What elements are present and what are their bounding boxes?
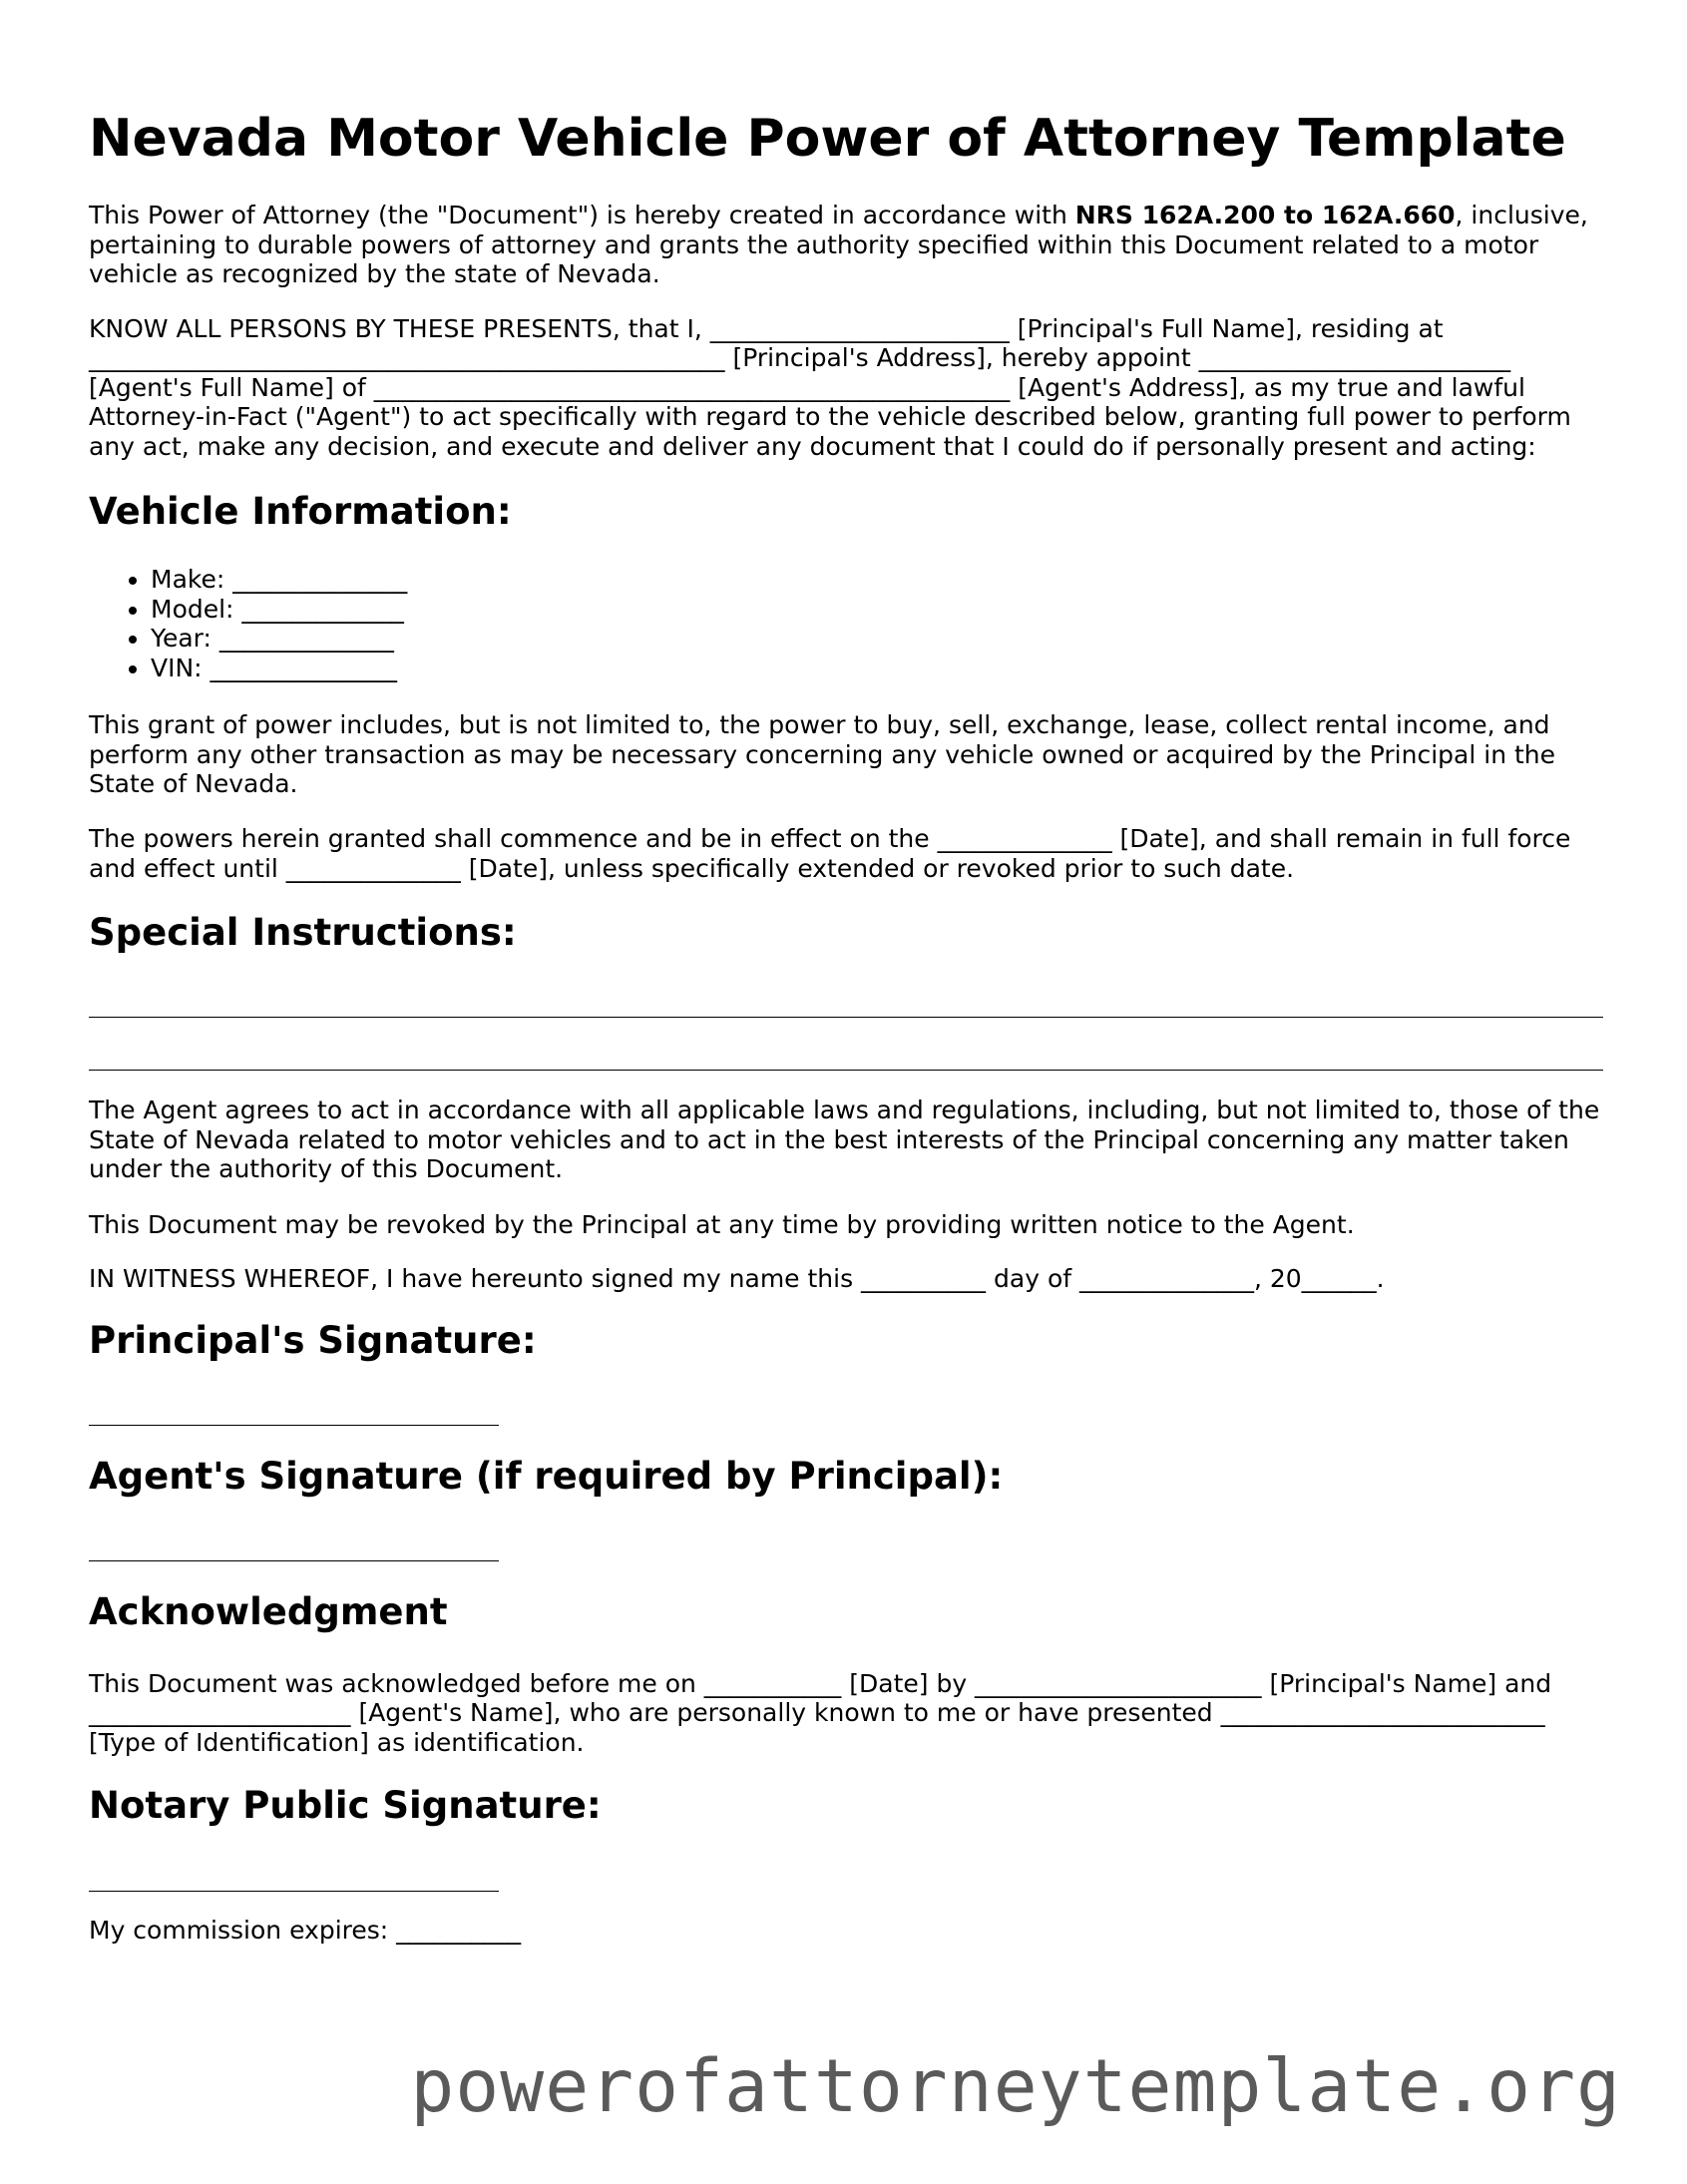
vehicle-year-field: • Year: ______________ (151, 624, 407, 654)
intro-text-after: , inclusive, pertaining to durable powers of attorney and grants the authority specified within this Document related to a motor vehicle as recognized by the state of Nevada. (89, 201, 1588, 288)
vehicle-vin-field: • VIN: _______________ (151, 654, 407, 683)
acknowledgment-line-1: This Document was acknowledged before me on ___________ [Date] by _______________________ [Principal's Name] and (89, 1669, 1552, 1698)
grant-paragraph: This grant of power includes, but is not limited to, the power to buy, sell, exchange, lease, collect rental income, and perform any other transaction as may be necessary concerning any vehicle owned or acquired by the Principal in the State of Nevada. (89, 710, 1556, 798)
vehicle-information-heading: Vehicle Information: (89, 490, 512, 533)
agent-agreement-paragraph: The Agent agrees to act in accordance with all applicable laws and regulations, including, but not limited to, those of the State of Nevada related to motor vehicles and to act in the best interests of the Principal concerning any matter taken under the authority of this Document. (89, 1095, 1600, 1183)
appointment-line-1: KNOW ALL PERSONS BY THESE PRESENTS, that I, ________________________ [Principal's Full Name], residing at (89, 314, 1444, 343)
vehicle-information-list (89, 565, 407, 682)
revocation-paragraph: This Document may be revoked by the Principal at any time by providing written notice to the Agent. (89, 1210, 1355, 1239)
appointment-line-3: [Agent's Full Name] of ___________________________________________________ [Agent's Address], as my true and lawful (89, 373, 1525, 402)
witness-paragraph: IN WITNESS WHEREOF, I have hereunto signed my name this __________ day of ______________, 20______. (89, 1264, 1385, 1293)
intro-text-before: This Power of Attorney (the "Document") is hereby created in accordance with (89, 201, 1075, 229)
principal-signature-heading: Principal's Signature: (89, 1319, 537, 1362)
notary-signature-line (89, 1891, 499, 1892)
agent-signature-heading: Agent's Signature (if required by Principal): (89, 1455, 1004, 1498)
vehicle-model-field: • Model: _____________ (151, 595, 407, 625)
special-instructions-line-2 (89, 1070, 1603, 1071)
vehicle-make-field: • Make: ______________ (151, 565, 407, 595)
special-instructions-line-1 (89, 1017, 1603, 1018)
agent-signature-line (89, 1560, 499, 1561)
intro-paragraph (89, 201, 1615, 289)
appointment-line-5: any act, make any decision, and execute and deliver any document that I could do if personally present and acting: (89, 432, 1536, 461)
term-line-2: and effect until ______________ [Date], unless specifically extended or revoked prior to such date. (89, 854, 1295, 883)
appointment-line-4: Attorney-in-Fact ("Agent") to act specifically with regard to the vehicle described below, granting full power to perform (89, 402, 1571, 431)
term-line-1: The powers herein granted shall commence and be in effect on the ______________ [Date], and shall remain in full force (89, 824, 1571, 853)
statute-reference: NRS 162A.200 to 162A.660 (1074, 201, 1456, 229)
site-watermark: powerofattorneytemplate.org (410, 2044, 1621, 2129)
principal-signature-line (89, 1425, 499, 1426)
notary-signature-heading: Notary Public Signature: (89, 1784, 602, 1827)
commission-expires-line: My commission expires: __________ (89, 1916, 522, 1945)
special-instructions-heading: Special Instructions: (89, 911, 517, 954)
acknowledgment-line-3: [Type of Identification] as identification. (89, 1728, 585, 1757)
acknowledgment-line-2: _____________________ [Agent's Name], who are personally known to me or have presented __________________________ (89, 1698, 1545, 1727)
acknowledgment-heading: Acknowledgment (89, 1590, 448, 1633)
document-title: Nevada Motor Vehicle Power of Attorney Template (89, 109, 1566, 169)
appointment-line-2: ___________________________________________________ [Principal's Address], hereby appoint _________________________ (89, 343, 1511, 372)
